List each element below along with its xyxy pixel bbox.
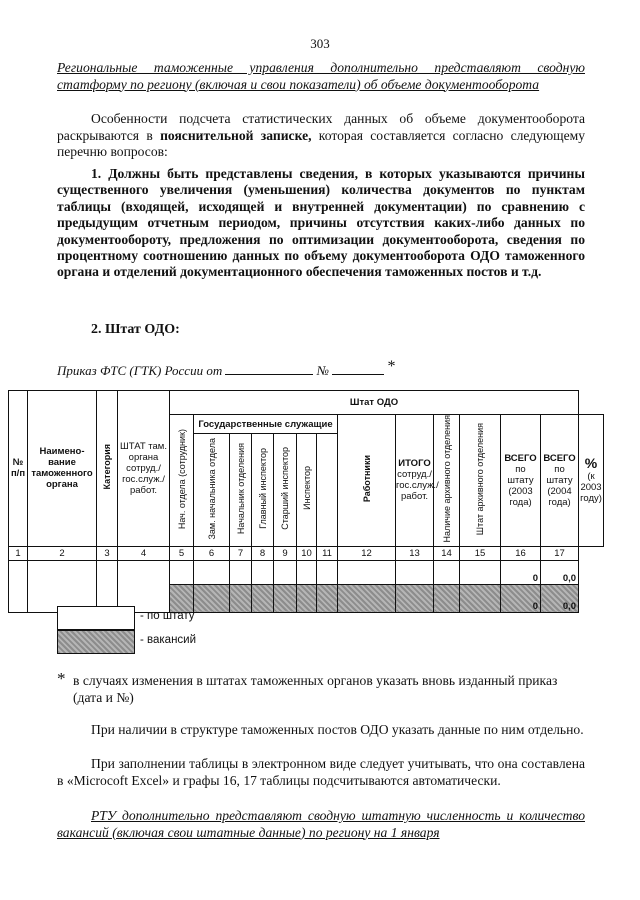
staff-table (8, 390, 604, 613)
header-total (396, 415, 439, 547)
footnote (57, 669, 577, 706)
header-insp-text: Инспектор (301, 466, 312, 511)
order-prefix: Приказ ФТС (ГТК) России от (57, 363, 223, 378)
col-number: 5 (170, 546, 194, 560)
header-pct-sub: (к 2003 году) (580, 471, 602, 505)
header-workers (338, 415, 396, 547)
cell[interactable] (297, 560, 317, 584)
header-all-2003-sub: по штату (2003 года) (507, 463, 534, 508)
paragraph-explanatory-a: Особенности подсчета статистических данных об объеме документооборота раскрываются в (57, 111, 585, 143)
col-number: 9 (274, 546, 297, 560)
order-line (57, 358, 395, 379)
header-total-title: ИТОГО (398, 458, 431, 470)
footnote-text: в случаях изменения в штатах таможенных органов указать вновь изданный приказ (дата и №) (73, 673, 558, 705)
legend-swatch-staff (57, 606, 135, 630)
col-number: 7 (230, 546, 252, 560)
cell-vacancy[interactable] (297, 584, 317, 612)
page-number: 303 (310, 36, 330, 51)
cell-vacancy[interactable] (317, 584, 338, 612)
legend-vacancies-label: - вакансий (140, 634, 197, 646)
header-insp (297, 434, 317, 546)
col-number: 15 (460, 546, 501, 560)
col-number: 12 (338, 546, 396, 560)
table-row-staff (9, 560, 604, 584)
header-category-text: Категория (102, 444, 112, 490)
cell-vacancy[interactable] (252, 584, 274, 612)
col-number: 11 (317, 546, 338, 560)
col-number: 14 (434, 546, 460, 560)
cell[interactable] (9, 560, 28, 612)
order-number-blank (332, 362, 384, 375)
cell-vacancy[interactable] (194, 584, 230, 612)
col-number: 4 (118, 546, 170, 560)
col-number: 1 (9, 546, 28, 560)
cell[interactable] (338, 560, 396, 584)
paragraph-explanatory (57, 111, 585, 161)
header-all-2004-sub: по штату (2004 года) (546, 463, 573, 508)
cell-total-2004: 0 (501, 560, 541, 584)
header-archive-text: Наличие архивного отделения (441, 415, 452, 543)
header-senior-insp-text: Старший инспектор (280, 446, 290, 530)
cell[interactable] (170, 560, 194, 584)
header-all-2004 (541, 415, 579, 547)
header-num: № п/п (9, 391, 28, 547)
legend-swatch-vacancies (57, 630, 135, 654)
col-number: 10 (297, 546, 317, 560)
cell-vacancy[interactable] (434, 584, 460, 612)
col-number: 13 (396, 546, 434, 560)
header-total-sub: сотруд./ гос.служ./ работ. (396, 469, 439, 503)
cell[interactable] (194, 560, 230, 584)
cell-vacancy[interactable] (230, 584, 252, 612)
header-chief-insp (252, 434, 274, 546)
cell[interactable] (230, 560, 252, 584)
header-group-gs: Государственные служащие (194, 415, 338, 434)
cell[interactable] (396, 560, 434, 584)
section-2-heading: 2. Штат ОДО: (91, 322, 180, 337)
header-shtat: ШТАТ там. органа сотруд./ гос.служ./ работ. (118, 391, 170, 547)
cell-percent: 0,0 (541, 560, 579, 584)
cell-vacancy[interactable] (396, 584, 434, 612)
cell[interactable] (317, 560, 338, 584)
header-name: Наимено-вание таможенного органа (28, 391, 97, 547)
paragraph-rtu: РТУ дополнительно представляют сводную штатную численность и количество вакансий (включая свои штатные данные) по региону на 1 января (57, 808, 585, 840)
col-number: 6 (194, 546, 230, 560)
cell[interactable] (252, 560, 274, 584)
header-head-text: Нач. отдела (сотрудник) (176, 428, 187, 529)
header-head (170, 415, 194, 547)
paragraph-explanatory-bold: пояснительной записке, (160, 127, 312, 143)
header-deputy (194, 434, 230, 546)
header-deputy-text: Зам. начальника отдела (206, 437, 217, 540)
order-date-blank (225, 362, 313, 375)
column-number-row (9, 546, 604, 560)
header-senior-insp (274, 434, 297, 546)
cell-vacancy-percent: 0,0 (541, 584, 579, 612)
col-number: 2 (28, 546, 97, 560)
cell-vacancy[interactable] (274, 584, 297, 612)
header-section-head (230, 434, 252, 546)
header-group-odo: Штат ОДО (170, 391, 579, 415)
col-number: 16 (501, 546, 541, 560)
paragraph-excel: При заполнении таблицы в электронном виде следует учитывать, что она составлена в «Microcoft Excel» и графы 16, 17 таблицы подсчитываются автоматически. (57, 756, 585, 788)
header-all-2003 (501, 415, 541, 547)
header-pct-title: % (584, 455, 598, 472)
cell[interactable] (274, 560, 297, 584)
paragraph-explanatory-b: которая составляется согласно следующему перечню вопросов: (57, 127, 586, 160)
paragraph-item-1: 1. Должны быть представлены сведения, в которых указываются причины существенного увеличения (уменьшения) количества документов по пунктам таблицы (входящей, исходящей и внутренней документации) по сравнению с предыдущим отчетным периодом, причины отсутствия каких-либо данных по документообороту, предложения по оптимизации документооборота, сведения по процентному соотношению данных по объему документооборота ОДО таможенного органа и отделений документационного обеспечения таможенных постов и т.д. (57, 166, 585, 280)
header-pct (579, 415, 604, 547)
cell-vacancy-total-2004: 0 (501, 584, 541, 612)
intro-heading: Региональные таможенные управления дополнительно представляют сводную статформу по региону (включая и свои показатели) об объеме документооборота (57, 60, 585, 92)
order-star: * (387, 358, 396, 375)
cell[interactable] (97, 560, 118, 612)
paragraph-posts: При наличии в структуре таможенных постов ОДО указать данные по ним отдельно. (91, 722, 584, 737)
cell-vacancy[interactable] (460, 584, 501, 612)
header-archive-staff (460, 415, 501, 547)
header-chief-insp-text: Главный инспектор (257, 447, 268, 529)
cell[interactable] (434, 560, 460, 584)
header-all-2003-title: ВСЕГО (504, 452, 537, 464)
cell-vacancy[interactable] (170, 584, 194, 612)
header-all-2004-title: ВСЕГО (543, 452, 576, 464)
footnote-star: * (57, 669, 66, 688)
cell[interactable] (460, 560, 501, 584)
header-category (97, 391, 118, 547)
col-number: 3 (97, 546, 118, 560)
header-archive-staff-text: Штат архивного отделения (475, 422, 485, 535)
cell-vacancy[interactable] (338, 584, 396, 612)
legend-staff-label: - по штату (140, 610, 195, 622)
header-section-head-text: Начальник отделения (235, 442, 246, 534)
order-number-sign: № (316, 363, 329, 378)
cell[interactable] (118, 560, 170, 612)
col-number: 17 (541, 546, 579, 560)
header-workers-text: Работники (361, 455, 372, 503)
cell[interactable] (28, 560, 97, 612)
col-number: 8 (252, 546, 274, 560)
